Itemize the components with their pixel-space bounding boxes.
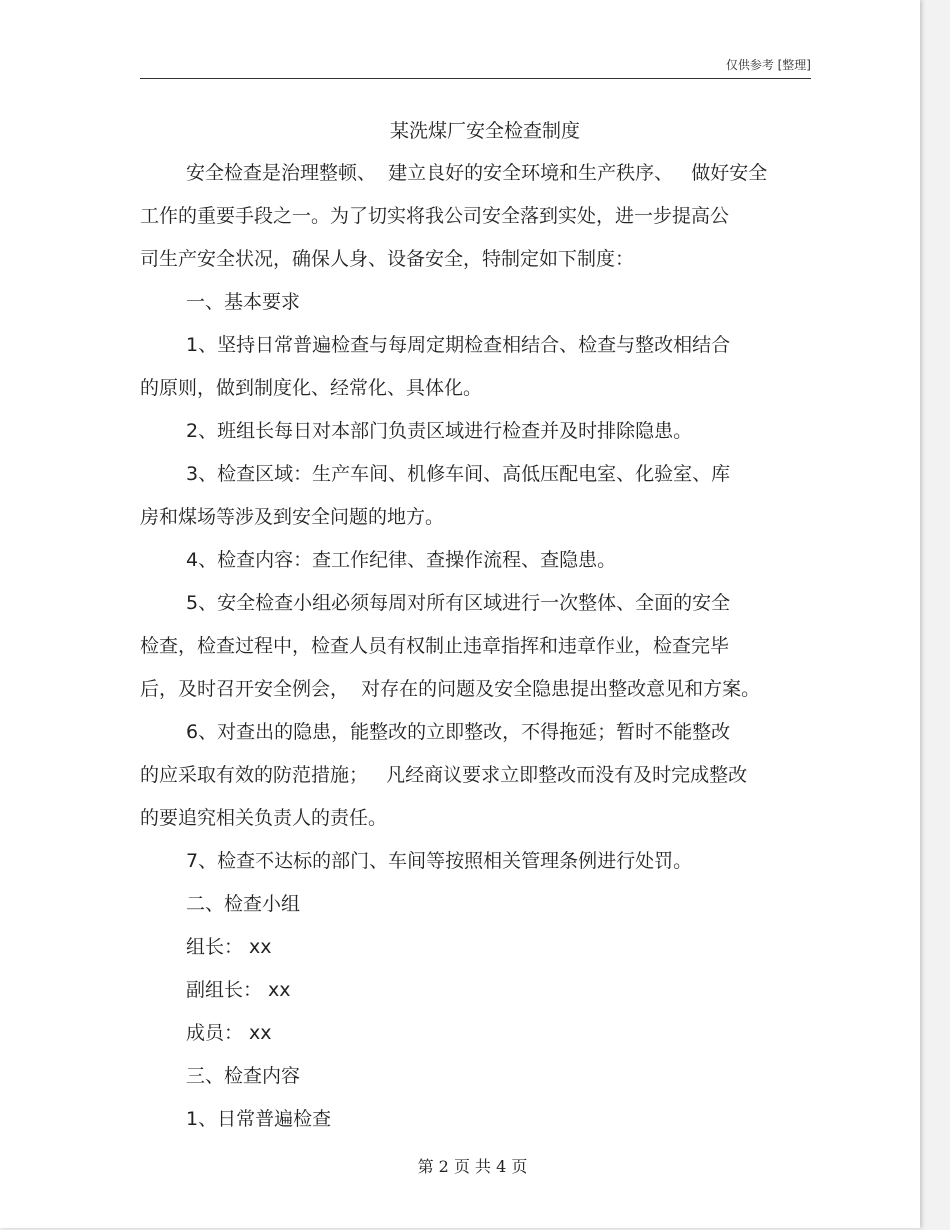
- paragraph-line: 的应采取有效的防范措施； 凡经商议要求立即整改而没有及时完成整改: [140, 764, 748, 786]
- page-header: [140, 56, 811, 79]
- paragraph-line: 2、班组长每日对本部门负责区域进行检查并及时排除隐患。: [186, 420, 693, 442]
- paragraph-line: 5、安全检查小组必须每周对所有区域进行一次整体、全面的安全: [186, 592, 731, 614]
- document-title: 某洗煤厂安全检查制度: [389, 120, 580, 142]
- paragraph-line: 副组长： xx: [186, 979, 291, 1001]
- paragraph-line: 安全检查是治理整顿、 建立良好的安全环境和生产秩序、 做好安全: [186, 162, 768, 184]
- paragraph-line: 6、对查出的隐患，能整改的立即整改，不得拖延；暂时不能整改: [186, 721, 731, 743]
- paragraph-line: 的要追究相关负责人的责任。: [140, 807, 388, 829]
- paragraph-line: 3、检查区域：生产车间、机修车间、高低压配电室、化验室、库: [186, 463, 731, 485]
- paragraph-line: 4、检查内容：查工作纪律、查操作流程、查隐患。: [186, 549, 617, 571]
- paragraph-line: 司生产安全状况，确保人身、设备安全，特制定如下制度：: [140, 248, 635, 270]
- section-heading: 一、基本要求: [186, 291, 301, 313]
- paragraph-line: 1、日常普遍检查: [186, 1108, 332, 1130]
- section-heading: 二、检查小组: [186, 893, 301, 915]
- section-heading: 三、检查内容: [186, 1065, 301, 1087]
- paragraph-line: 工作的重要手段之一。为了切实将我公司安全落到实处，进一步提高公: [140, 205, 730, 227]
- page-number-footer: 第 2 页 共 4 页: [417, 1157, 528, 1176]
- paragraph-line: 组长： xx: [186, 936, 272, 958]
- paragraph-line: 检查，检查过程中，检查人员有权制止违章指挥和违章作业，检查完毕: [140, 635, 730, 657]
- paragraph-line: 1、坚持日常普遍检查与每周定期检查相结合、检查与整改相结合: [186, 334, 731, 356]
- paragraph-line: 成员： xx: [186, 1022, 272, 1044]
- paragraph-line: 7、检查不达标的部门、车间等按照相关管理条例进行处罚。: [186, 850, 693, 872]
- paragraph-line: 后，及时召开安全例会， 对存在的问题及安全隐患提出整改意见和方案。: [140, 678, 761, 700]
- paragraph-line: 房和煤场等涉及到安全问题的地方。: [140, 506, 445, 528]
- paragraph-line: 的原则，做到制度化、经常化、具体化。: [140, 377, 483, 399]
- header-note: 仅供参考 [整理]: [725, 58, 811, 72]
